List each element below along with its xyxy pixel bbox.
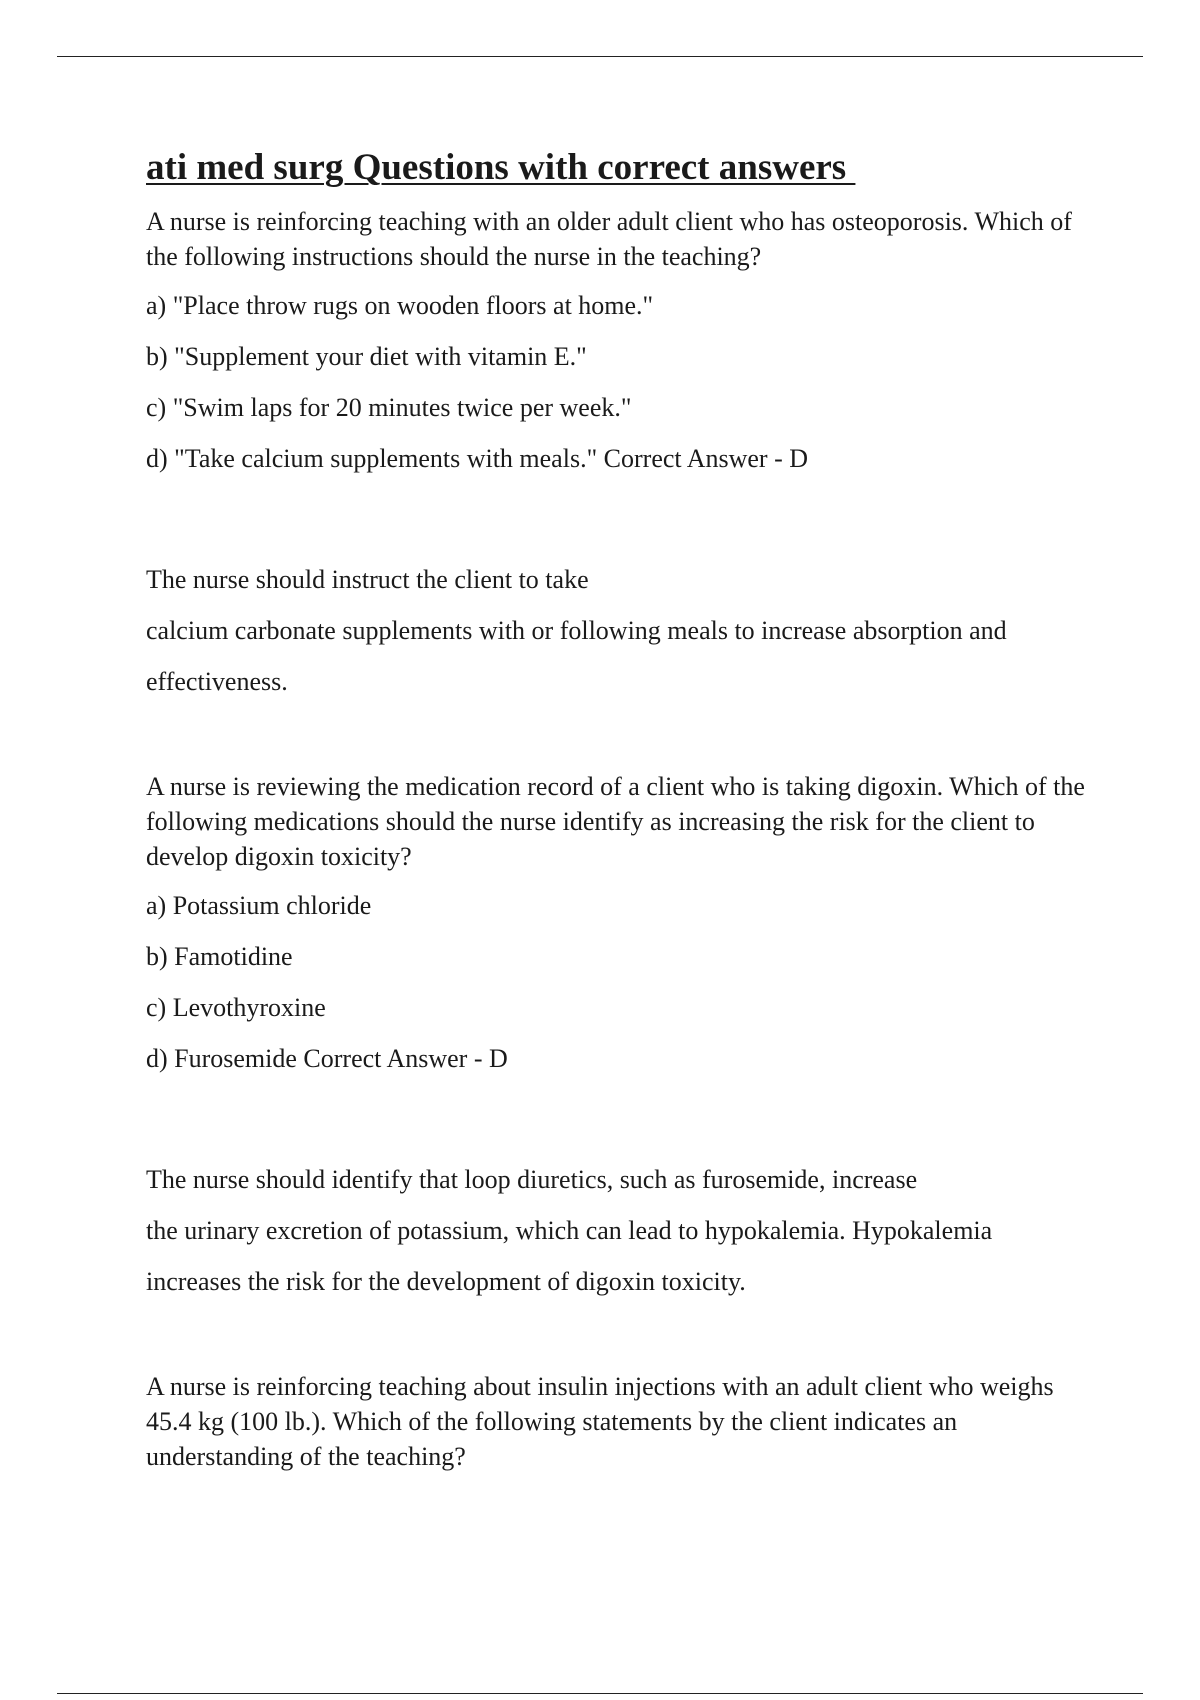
question-1 — [146, 204, 1096, 769]
question-stem: A nurse is reviewing the medication record of a client who is taking digoxin. Which of the following medications should the nurse identify as increasing the risk for the client to develop digoxin toxicity? — [146, 772, 1085, 871]
explanation-line: effectiveness. — [146, 667, 288, 696]
bottom-rule — [57, 1693, 1143, 1694]
explanation-line: the urinary excretion of potassium, which can lead to hypokalemia. Hypokalemia — [146, 1216, 993, 1245]
answer-option-a: a) Potassium chloride — [146, 891, 372, 920]
question-stem: A nurse is reinforcing teaching about insulin injections with an adult client who weighs 45.4 kg (100 lb.). Which of the following statements by the client indicates an understanding of the teaching? — [146, 1372, 1054, 1471]
answer-option-d: d) "Take calcium supplements with meals." Correct Answer - D — [146, 444, 809, 473]
explanation-line: The nurse should identify that loop diuretics, such as furosemide, increase — [146, 1165, 918, 1194]
explanation-line: The nurse should instruct the client to take — [146, 565, 589, 594]
document-body — [146, 146, 1096, 1488]
answer-option-a: a) "Place throw rugs on wooden floors at home." — [146, 291, 654, 320]
answer-option-c: c) "Swim laps for 20 minutes twice per week." — [146, 393, 632, 422]
explanation-line: calcium carbonate supplements with or following meals to increase absorption and — [146, 616, 1007, 645]
question-2 — [146, 769, 1096, 1369]
question-3 — [146, 1369, 1096, 1474]
top-rule — [57, 56, 1143, 57]
answer-option-c: c) Levothyroxine — [146, 993, 326, 1022]
question-stem: A nurse is reinforcing teaching with an older adult client who has osteoporosis. Which of the following instructions should the nurse in the teaching? — [146, 207, 1072, 271]
answer-option-d: d) Furosemide Correct Answer - D — [146, 1044, 508, 1073]
answer-option-b: b) Famotidine — [146, 942, 293, 971]
answer-option-b: b) "Supplement your diet with vitamin E." — [146, 342, 587, 371]
explanation — [146, 554, 1096, 707]
page-title: ati med surg Questions with correct answers — [146, 147, 856, 188]
explanation — [146, 1154, 1096, 1307]
explanation-line: increases the risk for the development of digoxin toxicity. — [146, 1267, 746, 1296]
